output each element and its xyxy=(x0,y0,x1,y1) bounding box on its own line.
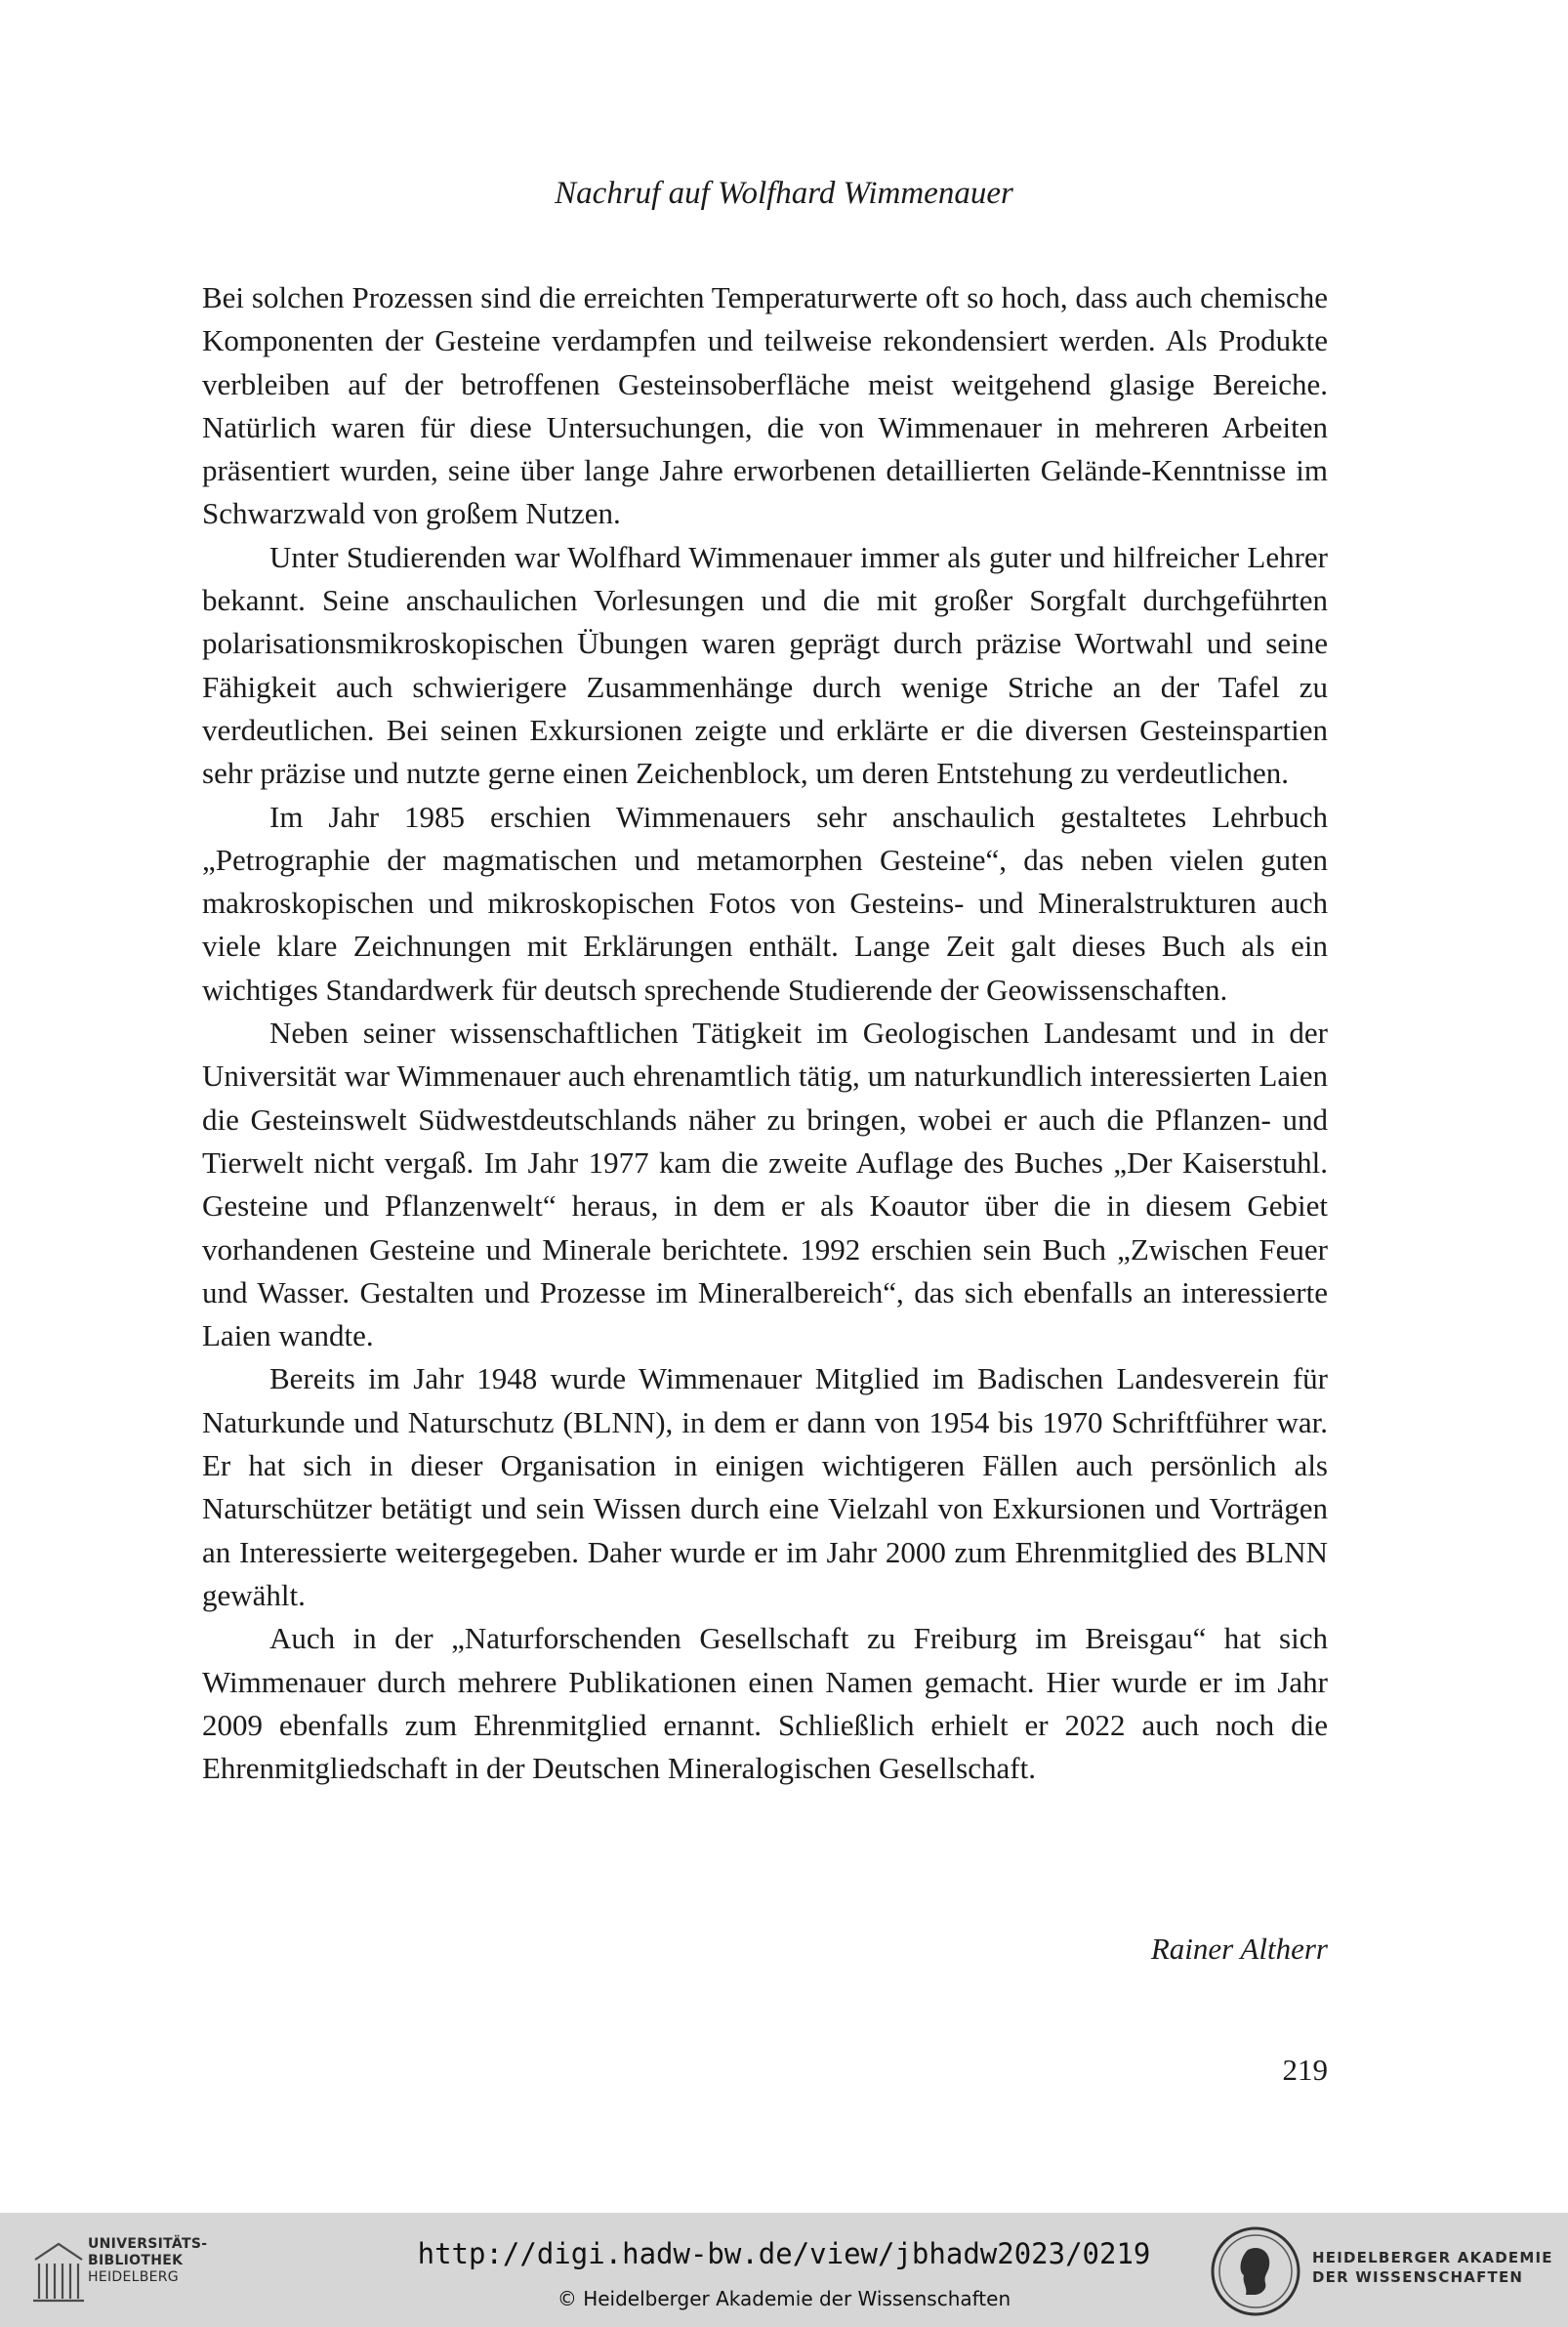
academy-name-line: HEIDELBERGER AKADEMIE xyxy=(1312,2249,1553,2266)
copyright-notice: © Heidelberger Akademie der Wissenschaften xyxy=(557,2287,1011,2310)
library-name-line: UNIVERSITÄTS- xyxy=(88,2236,208,2252)
academy-name xyxy=(1312,2248,1553,2287)
footer-bar xyxy=(0,2213,1568,2327)
library-name-line: BIBLIOTHEK xyxy=(88,2253,184,2268)
author-signature: Rainer Altherr xyxy=(1150,1932,1328,1966)
paragraph: Bei solchen Prozessen sind die erreichten Temperaturwerte oft so hoch, dass auch chemische Komponenten der Gesteine verdampfen und teilweise rekondensiert werden. Als Produkte verbleiben auf der betroffenen Gesteinsoberfläche meist weitgehend glasige Bereiche. Natürlich waren für diese Untersuchungen, die von Wimmenauer in mehreren Arbeiten präsentiert wurden, seine über lange Jahre erworbenen detaillierten Gelände-Kenntnisse im Schwarzwald von großem Nutzen. xyxy=(202,280,1328,531)
page-number: 219 xyxy=(1282,2053,1328,2087)
paragraph: Neben seiner wissenschaftlichen Tätigkeit im Geologischen Landesamt und in der Universität war Wimmenauer auch ehrenamtlich tätig, um naturkundlich interessierten Laien die Gesteinswelt Südwestdeutschlands näher zu bringen, wobei er auch die Pflanzen- und Tierwelt nicht vergaß. Im Jahr 1977 kam die zweite Auflage des Buches „Der Kaiserstuhl. Gesteine und Pflanzenwelt“ heraus, in dem er als Koautor über die in diesem Gebiet vorhandenen Gesteine und Minerale berichtete. 1992 erschien sein Buch „Zwischen Feuer und Wasser. Gestalten und Prozesse im Mineralbereich“, das sich ebenfalls an interessierte Laien wandte. xyxy=(202,1016,1328,1353)
paragraph: Im Jahr 1985 erschien Wimmenauers sehr anschaulich gestaltetes Lehrbuch „Petrographie der magmatischen und metamorphen Gesteine“, das neben vielen guten makroskopischen und mikroskopischen Fotos von Gesteins- und Mineralstrukturen auch viele klare Zeichnungen mit Erklärungen enthält. Lange Zeit galt dieses Buch als ein wichtiges Standardwerk für deutsch sprechende Studierende der Geowissenschaften. xyxy=(202,799,1328,1007)
paragraph: Unter Studierenden war Wolfhard Wimmenauer immer als guter und hilfreicher Lehrer bekannt. Seine anschaulichen Vorlesungen und die mit großer Sorgfalt durchgeführten polarisationsmikroskopischen Übungen waren geprägt durch präzise Wortwahl und seine Fähigkeit auch schwierigere Zusammenhänge durch wenige Striche an der Tafel zu verdeutlichen. Bei seinen Exkursionen zeigte und erklärte er die diversen Gesteinspartien sehr präzise und nutzte gerne einen Zeichenblock, um deren Entstehung zu verdeutlichen. xyxy=(202,539,1328,791)
paragraph: Auch in der „Naturforschenden Gesellschaft zu Freiburg im Breisgau“ hat sich Wimmenauer durch mehrere Publikationen einen Namen gemacht. Hier wurde er im Jahr 2009 ebenfalls zum Ehrenmitglied ernannt. Schließlich erhielt er 2022 auch noch die Ehrenmitgliedschaft in der Deutschen Mineralogischen Gesellschaft. xyxy=(202,1621,1328,1786)
article-body xyxy=(202,276,1328,1790)
running-header: Nachruf auf Wolfhard Wimmenauer xyxy=(555,176,1013,211)
document-url-link[interactable]: http://digi.hadw-bw.de/view/jbhadw2023/0219 xyxy=(417,2237,1151,2270)
library-name-line: HEIDELBERG xyxy=(88,2269,179,2285)
academy-seal-icon xyxy=(1209,2224,1302,2318)
academy-name-line: DER WISSENSCHAFTEN xyxy=(1312,2268,1524,2286)
paragraph: Bereits im Jahr 1948 wurde Wimmenauer Mitglied im Badischen Landesverein für Naturkunde und Naturschutz (BLNN), in dem er dann von 1954 bis 1970 Schriftführer war. Er hat sich in dieser Organisation in einigen wichtigeren Fällen auch persönlich als Naturschützer betätigt und sein Wissen durch eine Vielzahl von Exkursionen und Vorträgen an Interessierte weitergegeben. Daher wurde er im Jahr 2000 zum Ehrenmitglied des BLNN gewählt. xyxy=(202,1361,1328,1612)
